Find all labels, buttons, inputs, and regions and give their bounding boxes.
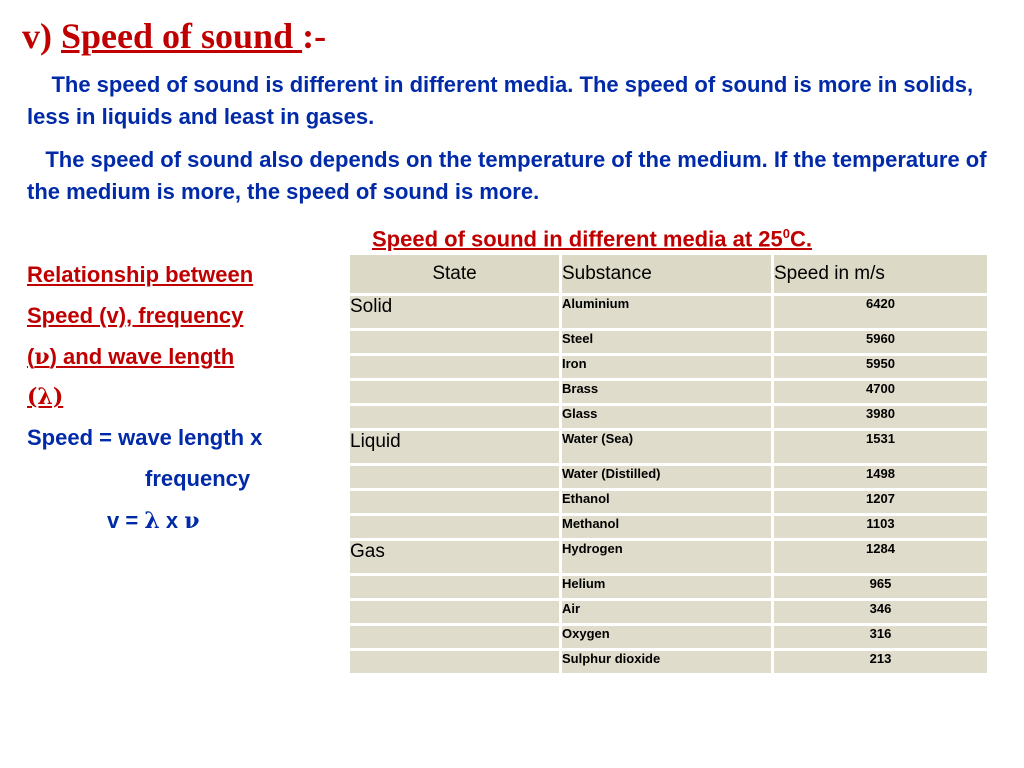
wave-length-label: and wave length <box>63 344 235 369</box>
state-cell <box>350 516 562 541</box>
state-cell <box>350 381 562 406</box>
caption-superscript: 0 <box>782 226 790 241</box>
speed-cell: 6420 <box>774 296 990 331</box>
substance-cell: Iron <box>562 356 774 381</box>
state-cell <box>350 626 562 651</box>
caption-text: Speed of sound in different media at 25 <box>372 226 783 252</box>
table-row <box>350 651 990 676</box>
table-header-row <box>350 255 990 296</box>
speed-cell: 1531 <box>774 431 990 466</box>
substance-cell: Aluminium <box>562 296 774 331</box>
paragraph-temperature: The speed of sound also depends on the temperature of the medium. If the temperature of the medium is more, the speed of sound is more. <box>27 147 987 204</box>
formula-nu: ν <box>184 508 200 534</box>
formula-line-1: Speed = wave length x <box>27 425 263 450</box>
substance-cell: Helium <box>562 576 774 601</box>
table-row <box>350 466 990 491</box>
substance-cell: Brass <box>562 381 774 406</box>
speed-cell: 1498 <box>774 466 990 491</box>
substance-cell: Hydrogen <box>562 541 774 576</box>
speed-cell: 5960 <box>774 331 990 356</box>
state-cell <box>350 356 562 381</box>
state-cell <box>350 491 562 516</box>
state-cell <box>350 406 562 431</box>
table-row <box>350 381 990 406</box>
state-cell: Gas <box>350 541 562 576</box>
substance-cell: Glass <box>562 406 774 431</box>
lambda-label: (λ) <box>27 384 64 410</box>
nu-close-paren: ) <box>49 344 64 369</box>
substance-cell: Ethanol <box>562 491 774 516</box>
speed-table <box>350 255 990 676</box>
table-row <box>350 491 990 516</box>
table-row <box>350 356 990 381</box>
table-row <box>350 431 990 466</box>
table-row <box>350 331 990 356</box>
formula-line-2: frequency <box>145 466 251 491</box>
formula-times: x <box>159 508 185 533</box>
slide-title <box>22 12 326 60</box>
speed-cell: 1103 <box>774 516 990 541</box>
substance-cell: Steel <box>562 331 774 356</box>
nu-open-paren: ( <box>27 344 35 369</box>
header-speed: Speed in m/s <box>774 255 990 296</box>
speed-cell: 3980 <box>774 406 990 431</box>
state-cell <box>350 466 562 491</box>
paragraph-media: The speed of sound is different in different media. The speed of sound is more in solids, less in liquids and least in gases. <box>27 72 974 129</box>
relationship-line-3 <box>27 342 234 372</box>
speed-cell: 346 <box>774 601 990 626</box>
substance-cell: Water (Distilled) <box>562 466 774 491</box>
table-row <box>350 626 990 651</box>
substance-cell: Water (Sea) <box>562 431 774 466</box>
substance-cell: Sulphur dioxide <box>562 651 774 676</box>
table-row <box>350 296 990 331</box>
speed-cell: 1284 <box>774 541 990 576</box>
state-cell <box>350 651 562 676</box>
title-suffix: :- <box>302 16 327 56</box>
table-row <box>350 601 990 626</box>
table-row <box>350 541 990 576</box>
table-row <box>350 576 990 601</box>
substance-cell: Methanol <box>562 516 774 541</box>
relationship-line-4 <box>27 382 63 412</box>
formula-lambda: λ <box>144 508 160 534</box>
speed-cell: 5950 <box>774 356 990 381</box>
speed-cell: 213 <box>774 651 990 676</box>
substance-cell: Oxygen <box>562 626 774 651</box>
state-cell: Solid <box>350 296 562 331</box>
speed-cell: 316 <box>774 626 990 651</box>
relationship-line-2: Speed (v), frequency <box>27 303 244 328</box>
caption-unit: C. <box>789 226 812 252</box>
state-cell <box>350 601 562 626</box>
speed-cell: 1207 <box>774 491 990 516</box>
speed-cell: 4700 <box>774 381 990 406</box>
table-row <box>350 406 990 431</box>
formula-v: v = <box>107 508 145 533</box>
state-cell: Liquid <box>350 431 562 466</box>
nu-symbol: ν <box>34 344 50 370</box>
table-body <box>350 296 990 676</box>
formula-equation <box>107 506 199 536</box>
title-main: Speed of sound <box>61 16 303 56</box>
speed-cell: 965 <box>774 576 990 601</box>
header-state: State <box>350 255 562 296</box>
header-substance: Substance <box>562 255 774 296</box>
table-caption <box>372 219 812 254</box>
title-prefix: v) <box>22 16 61 56</box>
relationship-line-1: Relationship between <box>27 262 254 287</box>
table-row <box>350 516 990 541</box>
state-cell <box>350 576 562 601</box>
substance-cell: Air <box>562 601 774 626</box>
state-cell <box>350 331 562 356</box>
